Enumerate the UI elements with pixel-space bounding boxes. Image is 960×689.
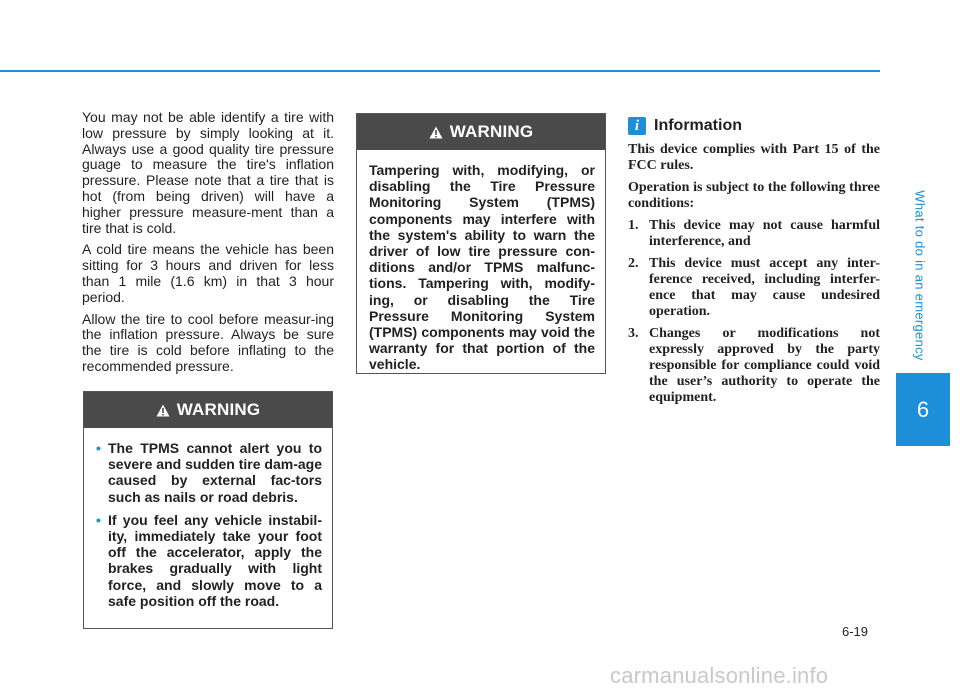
warning-box-tpms-alert	[83, 391, 333, 629]
information-header	[628, 116, 880, 136]
warning-header	[357, 114, 605, 150]
list-item	[628, 256, 880, 320]
list-item	[96, 440, 322, 505]
chapter-number: 6	[916, 396, 930, 422]
paragraph: A cold tire means the vehicle has been sitting for 3 hours and driven for less than 1 mile (1.6 km) in that 3 hour period.	[82, 241, 334, 305]
warning-title: WARNING	[449, 122, 534, 141]
bullet-icon: •	[96, 511, 101, 528]
watermark: carmanualsonline.info	[610, 663, 829, 688]
paragraph: This device complies with Part 15 of the FCC rules.	[628, 142, 880, 173]
warning-text: Tampering with, modifying, or disabling the Tire Pressure Monitoring System (TPMS) components may interfere with the system's ability to warn the driver of low tire pressure con-ditions and/or TPMS malfunc-tions. Tampering with, modify-ing, or disabling the Tire Pressure Monitoring System (TPMS) components may void the warranty for that portion of the vehicle.	[369, 162, 595, 373]
list-item-text: Changes or modifications not expressly approved by the party responsible for compliance could void the user’s authority to operate the equipment.	[649, 326, 880, 405]
warning-title: WARNING	[176, 400, 261, 419]
chapter-badge	[896, 373, 950, 446]
list-number: 1.	[628, 218, 639, 233]
warning-triangle-icon	[156, 404, 170, 417]
section-tab	[905, 168, 935, 382]
list-item	[96, 512, 322, 609]
bullet-icon: •	[96, 440, 101, 456]
list-item-text: This device must accept any inter-ference received, including interfer-ence that may cause undesired operation.	[649, 256, 880, 319]
info-icon: i	[628, 117, 646, 135]
list-item-text: The TPMS cannot alert you to severe and sudden tire dam-age caused by external fac-tors such as nails or road debris.	[108, 440, 322, 505]
warning-triangle-icon	[429, 126, 443, 139]
paragraph: You may not be able identify a tire with low pressure by simply looking at it. Always use a good quality tire pressure guage to measure the tire's inflation pressure. Please note that a tire that is hot (from being driven) will have a higher pressure measure-ment than a tire that is cold.	[82, 109, 334, 236]
list-item-text: This device may not cause harmful interference, and	[649, 218, 880, 249]
warning-body	[84, 428, 332, 609]
paragraph: Operation is subject to the following three conditions:	[628, 180, 880, 211]
list-number: 3.	[628, 326, 639, 341]
list-number: 2.	[628, 256, 639, 271]
warning-header	[84, 392, 332, 428]
list-item	[628, 326, 880, 406]
information-section	[628, 116, 880, 412]
warning-body	[357, 150, 605, 373]
warning-box-tampering	[356, 113, 606, 374]
information-title: Information	[654, 117, 742, 134]
section-title: What to do in an emergency	[912, 189, 928, 361]
list-item-text: If you feel any vehicle instabil-ity, immediately take your foot off the accelerator, apply the brakes gradually with light force, and slowly move to a safe position off the road.	[108, 511, 322, 609]
page-number: 6-19	[842, 624, 869, 639]
list-item	[628, 218, 880, 250]
top-rule	[0, 70, 880, 72]
intro-text	[82, 110, 334, 381]
paragraph: Allow the tire to cool before measur-ing the inflation pressure. Always be sure the tire is cold before inflating to the recommended pressure.	[82, 310, 334, 374]
